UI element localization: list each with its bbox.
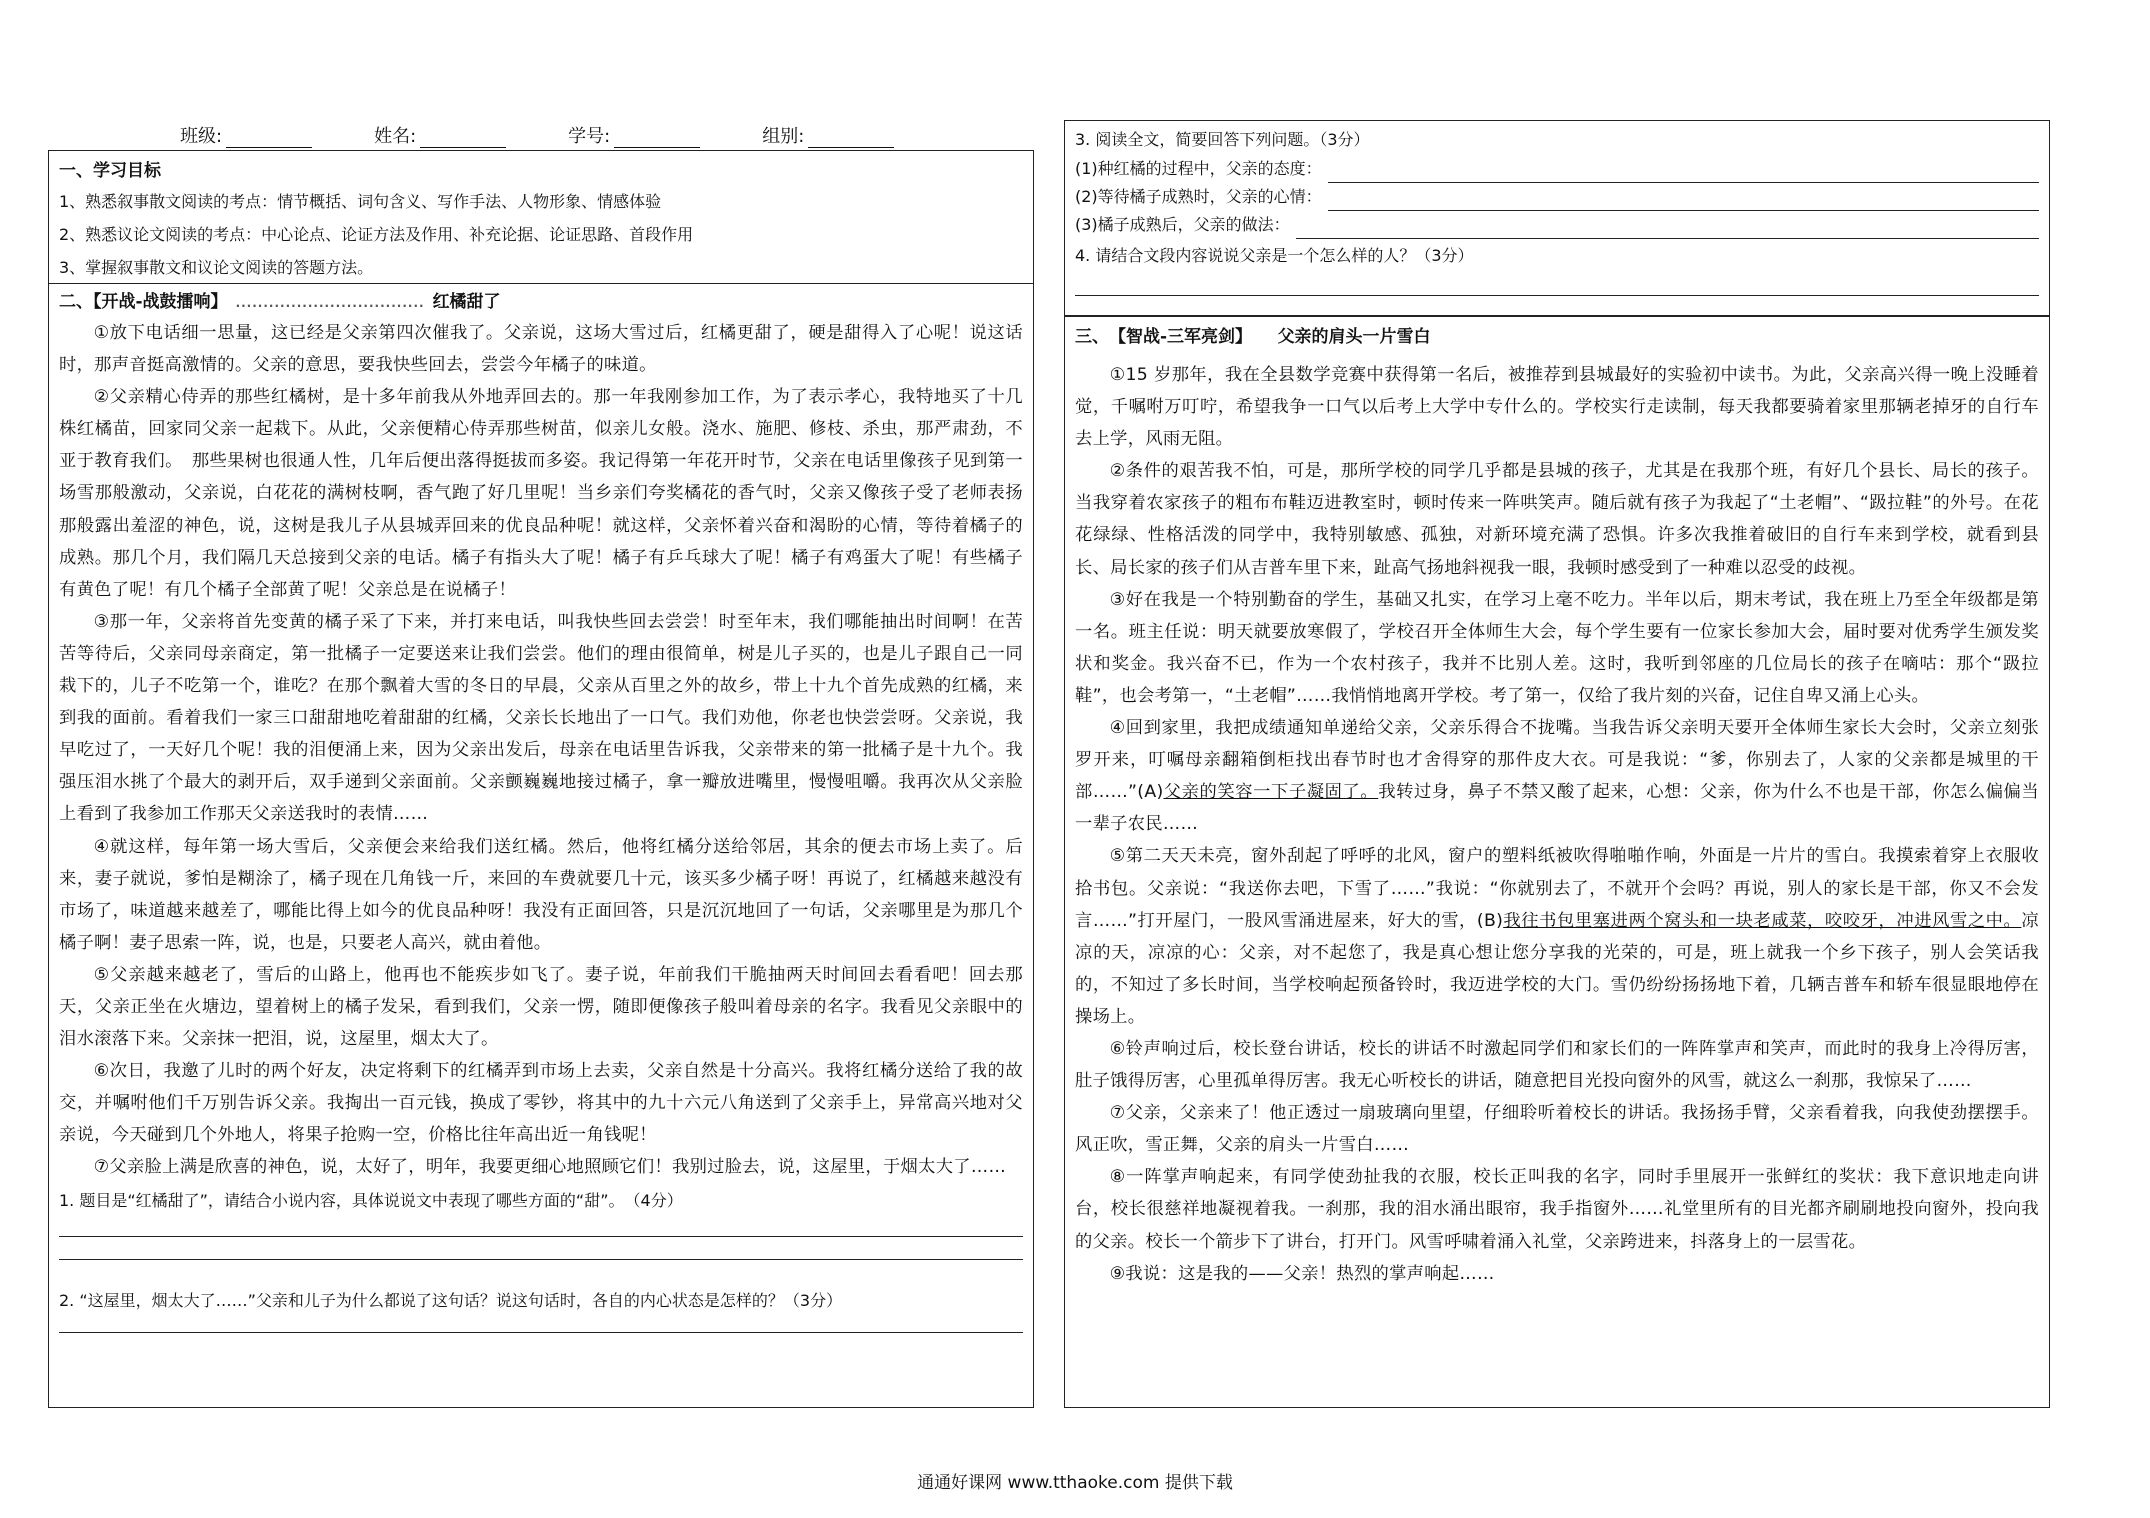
passage-paragraph: ③那一年，父亲将首先变黄的橘子采了下来，并打来电话，叫我快些回去尝尝！时至年末，我们哪能抽出时间啊！在苦苦等待后，父亲同母亲商定，第一批橘子一定要送来让我们尝尝。他们的理由很简单，树是儿子买的，也是儿子跟自己一同栽下的，儿子不吃第一个，谁吃？在那个飘着大雪的冬日的早晨，父亲从百里之外的故乡，带上十九个首先成熟的红橘，来到我的面前。看着我们一家三口甜甜地吃着甜甜的红橘，父亲长长地出了一口气。我们劝他，你老也快尝尝呀。父亲说，我早吃过了，一天好几个呢！我的泪便涌上来，因为父亲出发后，母亲在电话里告诉我，父亲带来的第一批橘子是十九个。我强压泪水挑了个最大的剥开后，双手递到父亲面前。父亲颤巍巍地接过橘子，拿一瓣放进嘴里，慢慢咀嚼。我再次从父亲脸上看到了我参加工作那天父亲送我时的表情……: [59, 611, 1023, 825]
question-1: 1. 题目是“红橘甜了”，请结合小说内容，具体说说文中表现了哪些方面的“甜”。 （4分）: [59, 1190, 683, 1210]
question-3-3: (3)橘子成熟后，父亲的做法：: [1075, 211, 2039, 239]
passage-paragraph: ⑤第二天天未亮，窗外刮起了呼呼的北风，窗户的塑料纸被吹得啪啪作响，外面是一片片的雪白。我摸索着穿上衣服收拾书包。父亲说：“我送你去吧，下雪了……”我说：“你就别去了，不就开个会吗？再说，别人的家长是干部，你又不会发言……”打开屋门，一股风雪涌进屋来，好大的雪，(B)我往书包里塞进两个窝头和一块老咸菜，咬咬牙，冲进风雪之中。凉凉的天，凉凉的心：父亲，对不起您了，我是真心想让您分享我的光荣的，可是，班上就我一个乡下孩子，别人会笑话我的，不知过了多长时间，当学校响起预备铃时，我迈进学校的大门。雪仍纷纷扬扬地下着，几辆吉普车和轿车很显眼地停在操场上。: [1075, 846, 2039, 1027]
passage-paragraph: ⑦父亲，父亲来了！他正透过一扇玻璃向里望，仔细聆听着校长的讲话。我扬扬手臂，父亲看着我，向我使劲摆摆手。风正吹，雪正舞，父亲的肩头一片雪白……: [1075, 1103, 2039, 1156]
passage-paragraph: ⑤父亲越来越老了，雪后的山路上，他再也不能疾步如飞了。妻子说，年前我们干脆抽两天时间回去看看吧！回去那天，父亲正坐在火塘边，望着树上的橘子发呆，看到我们，父亲一愣，随即便像孩子般叫着母亲的名字。我看见父亲眼中的泪水滚落下来。父亲抹一把泪，说，这屋里，烟太大了。: [59, 964, 1023, 1050]
question-2: 2. “这屋里，烟太大了……”父亲和儿子为什么都说了这句话？说这句话时，各自的内心状态是怎样的？（3分）: [59, 1290, 843, 1310]
question-4: 4. 请结合文段内容说说父亲是一个怎么样的人？（3分）: [1075, 246, 1474, 265]
passage-paragraph: ④就这样，每年第一场大雪后，父亲便会来给我们送红橘。然后，他将红橘分送给邻居，其余的便去市场上卖了。后来，妻子就说，爹怕是糊涂了，橘子现在几角钱一斤，来回的车费就要几十元，该买多少橘子呀！再说了，红橘越来越没有市场了，味道越来越差了，哪能比得上如今的优良品种呀！我没有正面回答，只是沉沉地回了一句话，父亲哪里是为那几个橘子啊！妻子思索一阵，说，也是，只要老人高兴，就由着他。: [59, 836, 1023, 953]
answer-line[interactable]: [59, 1236, 1023, 1237]
question-3-1: (1)种红橘的过程中，父亲的态度：: [1075, 155, 2039, 183]
underlined-sentence-b: 我往书包里塞进两个窝头和一块老咸菜，咬咬牙，冲进风雪之中。: [1503, 910, 2022, 931]
answer-line[interactable]: [59, 1259, 1023, 1260]
class-field[interactable]: 班级:: [180, 122, 312, 148]
goal-item: 2、熟悉议论文阅读的考点：中心论点、论证方法及作用、补充论据、论证思路、首段作用: [59, 225, 694, 244]
question-3: 3. 阅读全文，简要回答下列问题。（3分）: [1075, 130, 1370, 149]
passage-paragraph: ①放下电话细一思量，这已经是父亲第四次催我了。父亲说，这场大雪过后，红橘更甜了，硬是甜得入了心呢！说这话时，那声音挺高激情的。父亲的意思，要我快些回去，尝尝今年橘子的味道。: [59, 323, 1023, 376]
questions-panel: [1064, 120, 2050, 316]
passage-title: 父亲的肩头一片雪白: [1277, 327, 1431, 347]
answer-line[interactable]: [1296, 220, 2039, 239]
passage-paragraph: ⑦父亲脸上满是欣喜的神色，说，太好了，明年，我要更细心地照顾它们！我别过脸去，说，这屋里，于烟太大了……: [93, 1157, 1007, 1178]
passage-title: 红橘甜了: [432, 292, 501, 312]
passage-paragraph: ①15 岁那年，我在全县数学竞赛中获得第一名后，被推荐到县城最好的实验初中读书。为此，父亲高兴得一晚上没睡着觉，千嘱咐万叮咛，希望我争一口气以后考上大学中专什么的。学校实行走读制，每天我都要骑着家里那辆老掉牙的自行车去上学，风雨无阻。: [1075, 365, 2039, 450]
section-heading: 二、【开战-战鼓擂响】 .................................. 红橘甜了: [59, 292, 501, 312]
answer-line[interactable]: [59, 1332, 1023, 1333]
passage-paragraph: ②父亲精心侍弄的那些红橘树，是十多年前我从外地弄回去的。那一年我刚参加工作，为了表示孝心，我特地买了十几株红橘苗，回家同父亲一起栽下。从此，父亲便精心侍弄那些树苗，似亲儿女般。浇水、施肥、修枝、杀虫，那严肃劲，不亚于教育我们。 那些果树也很通人性，几年后便出落得挺拔而多姿。我记得第一年花开时节，父亲在电话里像孩子见到第一场雪那般激动，父亲说，白花花的满树枝啊，香气跑了好几里呢！当乡亲们夸奖橘花的香气时，父亲又像孩子受了老师表扬那般露出羞涩的神色，说，这树是我儿子从县城弄回来的优良品种呢！就这样，父亲怀着兴奋和渴盼的心情，等待着橘子的成熟。那几个月，我们隔几天总接到父亲的电话。橘子有指头大了呢！橘子有乒乓球大了呢！橘子有鸡蛋大了呢！有些橘子有黄色了呢！有几个橘子全部黄了呢！父亲总是在说橘子！: [59, 387, 1023, 600]
reading-panel-right: [1064, 316, 2050, 1408]
underlined-sentence-a: 父亲的笑容一下子凝固了。: [1163, 782, 1379, 803]
footer-credit: 通通好课网 www.tthaoke.com 提供下载: [917, 1473, 1233, 1493]
answer-line[interactable]: [1075, 295, 2039, 296]
passage-paragraph: ⑥铃声响过后，校长登台讲话，校长的讲话不时激起同学们和家长们的一阵阵掌声和笑声，而此时的我身上冷得厉害，肚子饿得厉害，心里孤单得厉害。我无心听校长的讲话，随意把目光投向窗外的风雪，就这么一刹那，我惊呆了……: [1075, 1038, 2039, 1092]
passage-paragraph: ⑧一阵掌声响起来，有同学使劲扯我的衣服，校长正叫我的名字，同时手里展开一张鲜红的奖状：我下意识地走向讲台，校长很慈祥地凝视着我。一刹那，我的泪水涌出眼帘，我手指窗外……礼堂里所有的目光都齐刷刷地投向窗外，投向我的父亲。校长一个箭步下了讲台，打开门。风雪呼啸着涌入礼堂，父亲跨进来，抖落身上的一层雪花。: [1075, 1167, 2039, 1252]
passage-paragraph: ②条件的艰苦我不怕，可是，那所学校的同学几乎都是县城的孩子，尤其是在我那个班，有好几个县长、局长的孩子。当我穿着农家孩子的粗布布鞋迈进教室时，顿时传来一阵哄笑声。随后就有孩子为我起了“土老帽”、“趿拉鞋”的外号。在花花绿绿、性格活泼的同学中，我特别敏感、孤独，对新环境充满了恐惧。许多次我推着破旧的自行车来到学校，就看到县长、局长家的孩子们从吉普车里下来，趾高气扬地斜视我一眼，我顿时感受到了一种难以忍受的歧视。: [1075, 461, 2039, 578]
section-heading: 三、 【智战-三军亮剑】 父亲的肩头一片雪白: [1075, 327, 1431, 347]
name-field[interactable]: 姓名:: [374, 122, 506, 148]
reading-panel-left: [48, 283, 1034, 1408]
learning-goals-panel: [48, 150, 1034, 284]
goals-title: 一、学习目标: [59, 161, 161, 181]
group-field[interactable]: 组别:: [762, 122, 894, 148]
passage-paragraph: ⑨我说：这是我的——父亲！热烈的掌声响起……: [1109, 1263, 1495, 1284]
passage-paragraph: ⑥次日，我邀了儿时的两个好友，决定将剩下的红橘弄到市场上去卖，父亲自然是十分高兴。我将红橘分送给了我的故交，并嘱咐他们千万别告诉父亲。我掏出一百元钱，换成了零钞，将其中的九十六元八角送到了父亲手上，异常高兴地对父亲说，今天碰到几个外地人，将果子抢购一空，价格比往年高出近一角钱呢！: [59, 1061, 1023, 1146]
student-info-header: [180, 122, 946, 148]
answer-line[interactable]: [1328, 192, 2039, 211]
question-3-2: (2)等待橘子成熟时，父亲的心情：: [1075, 183, 2039, 211]
answer-line[interactable]: [1328, 164, 2039, 183]
passage-paragraph: ④回到家里，我把成绩通知单递给父亲，父亲乐得合不拢嘴。当我告诉父亲明天要开全体师生家长大会时，父亲立刻张罗开来，叮嘱母亲翻箱倒柜找出春节时也才舍得穿的那件皮大衣。可是我说：“爹，你别去了，人家的父亲都是城里的干部……”(A)父亲的笑容一下子凝固了。我转过身，鼻子不禁又酸了起来，心想：父亲，你为什么不也是干部，你怎么偏偏当一辈子农民……: [1075, 718, 2040, 835]
goal-item: 3、掌握叙事散文和议论文阅读的答题方法。: [59, 258, 374, 277]
student-id-field[interactable]: 学号:: [568, 122, 700, 148]
goal-item: 1、熟悉叙事散文阅读的考点：情节概括、词句含义、写作手法、人物形象、情感体验: [59, 192, 662, 211]
passage-paragraph: ③好在我是一个特别勤奋的学生，基础又扎实，在学习上毫不吃力。半年以后，期末考试，我在班上乃至全年级都是第一名。班主任说：明天就要放寒假了，学校召开全体师生大会，每个学生要有一位家长参加大会，届时要对优秀学生颁发奖状和奖金。我兴奋不已，作为一个农村孩子，我并不比别人差。这时，我听到邻座的几位局长的孩子在嘀咕：那个“趿拉鞋”，也会考第一，“土老帽”……我悄悄地离开学校。考了第一，仅给了我片刻的兴奋，记住自卑又涌上心头。: [1075, 589, 2039, 706]
